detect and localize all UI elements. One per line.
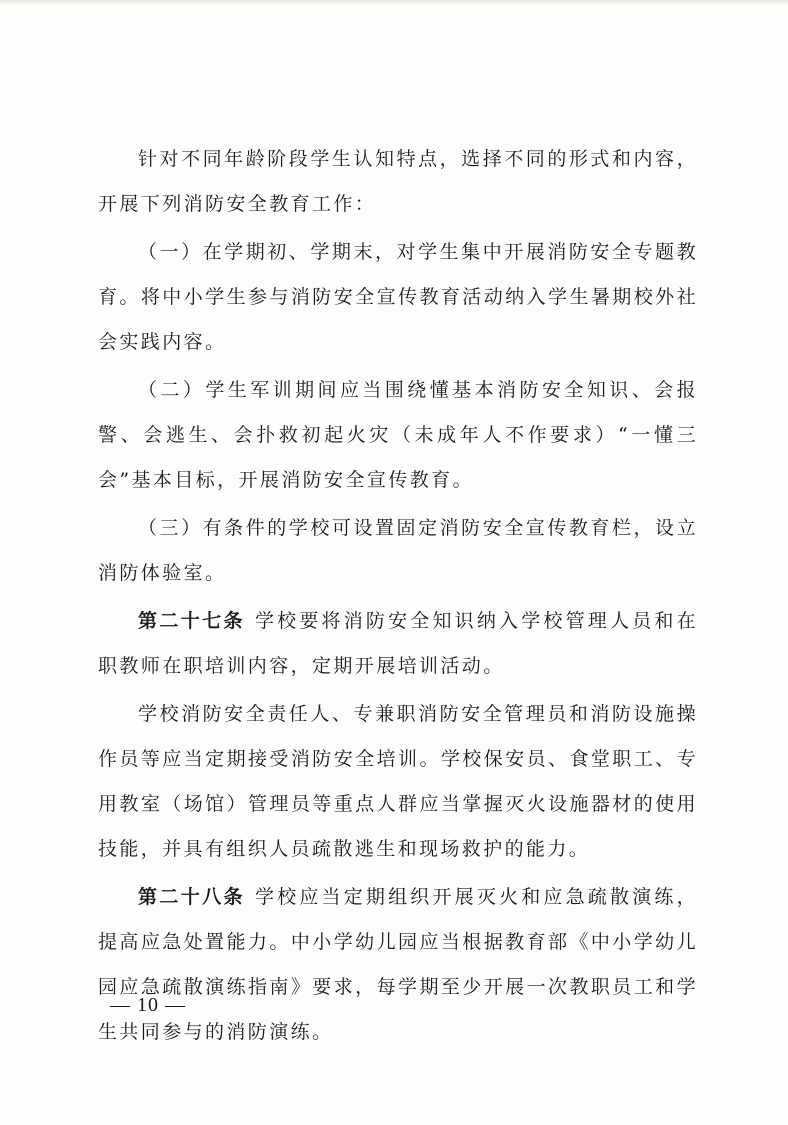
paragraph-text: （三）有条件的学校可设置固定消防安全宣传教育栏，设立消防体验室。	[98, 517, 698, 584]
article-heading: 第二十七条	[138, 610, 245, 632]
paragraph-education-forms	[98, 137, 698, 227]
article-heading: 第二十八条	[138, 886, 245, 908]
paragraph-item-two	[98, 368, 698, 503]
paragraph-training-personnel	[98, 692, 698, 872]
paragraph-text: 学校消防安全责任人、专兼职消防安全管理员和消防设施操作员等应当定期接受消防安全培训。学校保安员、食堂职工、专用教室（场馆）管理员等重点人群应当掌握灭火设施器材的使用技能，并具有组织人员疏散逃生和现场救护的能力。	[98, 703, 698, 860]
article-27	[98, 599, 698, 689]
page-number: — 10 —	[110, 994, 186, 1016]
paragraph-item-three	[98, 506, 698, 596]
scan-edge-shadow	[0, 0, 788, 6]
paragraph-text: 针对不同年龄阶段学生认知特点，选择不同的形式和内容，开展下列消防安全教育工作：	[98, 148, 698, 215]
paragraph-text: （二）学生军训期间应当围绕懂基本消防安全知识、会报警、会逃生、会扑救初起火灾（未成年人不作要求）“一懂三会”基本目标，开展消防安全宣传教育。	[98, 379, 698, 491]
paragraph-text: （一）在学期初、学期末，对学生集中开展消防安全专题教育。将中小学生参与消防安全宣传教育活动纳入学生暑期校外社会实践内容。	[98, 241, 698, 353]
paragraph-text: 学校要将消防安全知识纳入学校管理人员和在职教师在职培训内容，定期开展培训活动。	[98, 610, 698, 677]
paragraph-item-one	[98, 230, 698, 365]
article-28	[98, 875, 698, 1055]
paragraph-text: 学校应当定期组织开展灭火和应急疏散演练，提高应急处置能力。中小学幼儿园应当根据教育部《中小学幼儿园应急疏散演练指南》要求，每学期至少开展一次教职员工和学生共同参与的消防演练。	[98, 886, 698, 1043]
document-body	[98, 137, 698, 1058]
